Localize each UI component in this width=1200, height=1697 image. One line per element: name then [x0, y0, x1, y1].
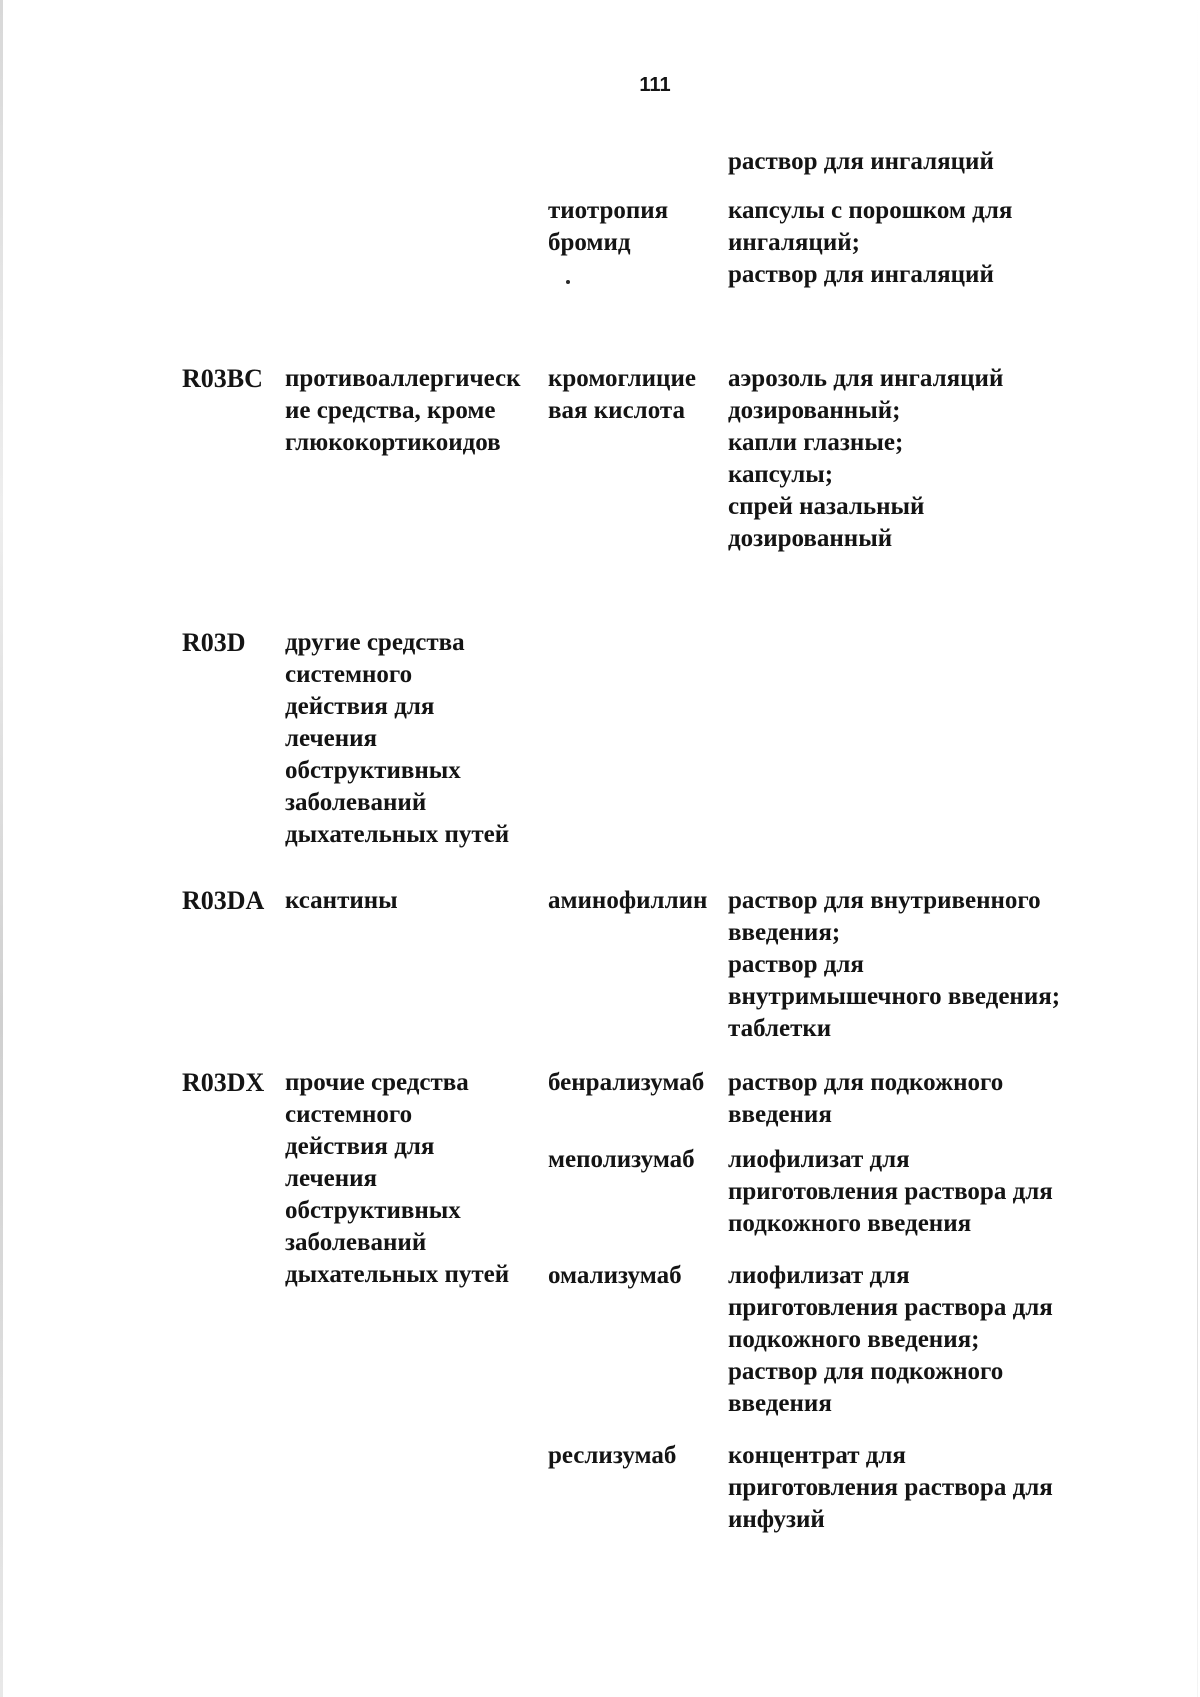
cell-code: R03BC [182, 364, 263, 393]
cell-forms [728, 1067, 1003, 1131]
drug-line: бенрализумаб [548, 1069, 705, 1096]
group-line: действия для [285, 1133, 435, 1160]
group-line: прочие средства [285, 1069, 469, 1096]
cell-drug [548, 1067, 704, 1099]
drug-line: вая кислота [548, 397, 685, 424]
group-line: заболеваний [285, 1229, 427, 1256]
drug-line: тиотропия [548, 197, 669, 224]
forms-line: концентрат для [728, 1442, 906, 1469]
cell-forms [728, 1260, 1053, 1420]
cell-group [285, 1067, 509, 1291]
group-line: действия для [285, 693, 435, 720]
cell-forms [728, 1144, 1053, 1240]
group-line: системного [285, 1101, 413, 1128]
group-line: дыхательных путей [285, 1261, 510, 1288]
forms-line: дозированный; [728, 397, 901, 424]
drug-line: кромоглицие [548, 365, 696, 392]
forms-line: внутримышечного введения; [728, 983, 1061, 1010]
forms-line: дозированный [728, 525, 893, 552]
forms-line: раствор для ингаляций [728, 148, 994, 175]
forms-line: капсулы; [728, 461, 834, 488]
forms-line: приготовления раствора для [728, 1178, 1053, 1205]
group-line: другие средства [285, 629, 465, 656]
cell-forms [728, 885, 1060, 1045]
scan-speck [566, 280, 570, 284]
forms-line: ингаляций; [728, 229, 860, 256]
forms-line: аэрозоль для ингаляций [728, 365, 1004, 392]
forms-line: раствор для ингаляций [728, 261, 994, 288]
forms-line: раствор для [728, 951, 864, 978]
forms-line: введения [728, 1101, 832, 1128]
group-line: глюкокортикоидов [285, 429, 501, 456]
cell-code: R03DA [182, 886, 265, 915]
group-line: лечения [285, 1165, 378, 1192]
forms-line: спрей назальный [728, 493, 925, 520]
forms-line: капсулы с порошком для [728, 197, 1013, 224]
forms-line: раствор для подкожного [728, 1358, 1004, 1385]
drug-line: аминофиллин [548, 887, 708, 914]
forms-line: подкожного введения; [728, 1326, 980, 1353]
forms-line: введения [728, 1390, 832, 1417]
cell-group [285, 627, 509, 851]
cell-forms [728, 1440, 1053, 1536]
forms-line: лиофилизат для [728, 1146, 910, 1173]
cell-code: R03D [182, 628, 246, 657]
scan-edge-left [0, 0, 3, 1697]
forms-line: приготовления раствора для [728, 1294, 1053, 1321]
forms-line: таблетки [728, 1015, 832, 1042]
forms-line: раствор для подкожного [728, 1069, 1004, 1096]
drug-line: бромид [548, 229, 631, 256]
forms-line: лиофилизат для [728, 1262, 910, 1289]
cell-drug [548, 885, 707, 917]
forms-line: раствор для внутривенного [728, 887, 1041, 914]
drug-line: омализумаб [548, 1262, 682, 1289]
forms-line: введения; [728, 919, 841, 946]
forms-line: приготовления раствора для [728, 1474, 1053, 1501]
cell-forms [728, 363, 1003, 555]
group-line: системного [285, 661, 413, 688]
group-line: обструктивных [285, 1197, 461, 1224]
drug-line: меполизумаб [548, 1146, 695, 1173]
group-line: ие средства, кроме [285, 397, 496, 424]
cell-forms [728, 146, 994, 178]
forms-line: инфузий [728, 1506, 825, 1533]
cell-group [285, 885, 398, 917]
cell-drug [548, 1260, 682, 1292]
group-line: противоаллергическ [285, 365, 521, 392]
cell-drug [548, 1144, 695, 1176]
cell-drug [548, 1440, 676, 1472]
group-line: заболеваний [285, 789, 427, 816]
cell-group [285, 363, 521, 459]
group-line: обструктивных [285, 757, 461, 784]
cell-drug [548, 195, 668, 259]
forms-line: капли глазные; [728, 429, 904, 456]
page-number: 111 [639, 74, 671, 96]
group-line: дыхательных путей [285, 821, 510, 848]
group-line: ксантины [285, 887, 398, 914]
drug-line: реслизумаб [548, 1442, 677, 1469]
cell-code: R03DX [182, 1068, 265, 1097]
cell-drug [548, 363, 696, 427]
group-line: лечения [285, 725, 378, 752]
forms-line: подкожного введения [728, 1210, 972, 1237]
cell-forms [728, 195, 1012, 291]
scan-edge-right [1197, 0, 1198, 1697]
